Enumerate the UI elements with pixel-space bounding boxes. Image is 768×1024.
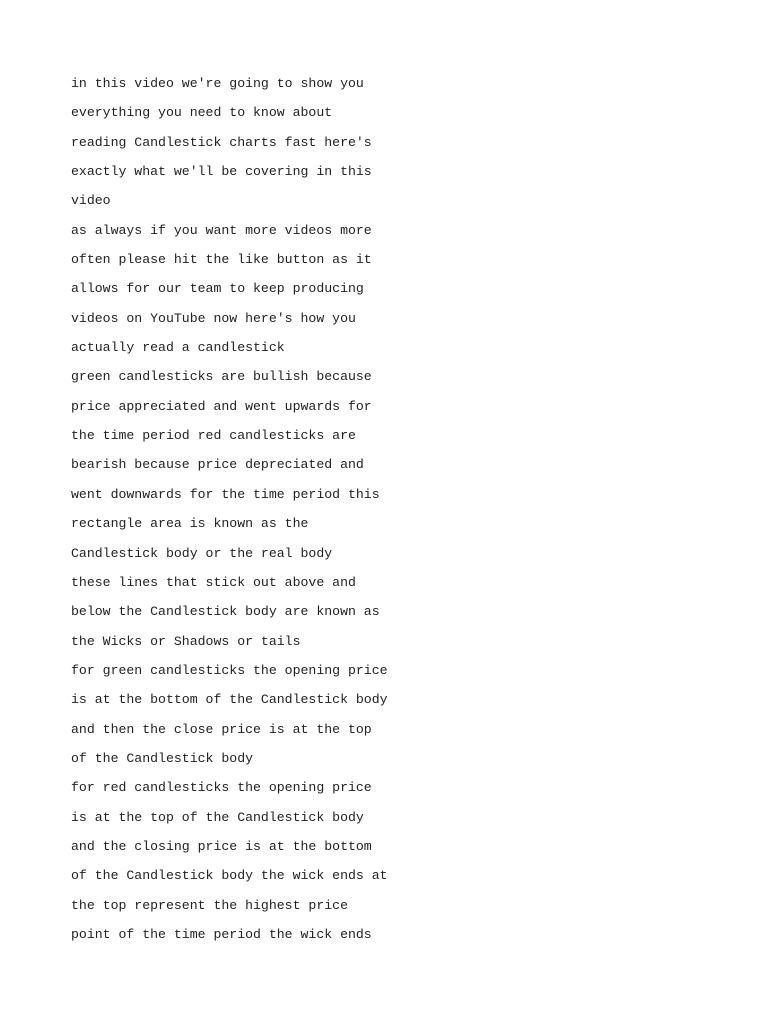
transcript-line: below the Candlestick body are known as — [71, 604, 380, 620]
transcript-line: for red candlesticks the opening price — [71, 780, 372, 796]
transcript-line: often please hit the like button as it — [71, 252, 372, 268]
transcript-line: bearish because price depreciated and — [71, 457, 364, 473]
transcript-line: went downwards for the time period this — [71, 486, 380, 502]
transcript-line: and the closing price is at the bottom — [71, 838, 372, 854]
transcript-line: videos on YouTube now here's how you — [71, 310, 356, 326]
transcript-line: video — [71, 193, 111, 209]
transcript-line: Candlestick body or the real body — [71, 545, 333, 561]
transcript-line: reading Candlestick charts fast here's — [71, 134, 372, 150]
transcript-line: for green candlesticks the opening price — [71, 662, 388, 678]
transcript-line: of the Candlestick body — [71, 750, 254, 766]
transcript-line: and then the close price is at the top — [71, 721, 372, 737]
transcript-line: rectangle area is known as the — [71, 516, 309, 532]
transcript-line: actually read a candlestick — [71, 340, 285, 356]
transcript-line: allows for our team to keep producing — [71, 281, 364, 297]
transcript-line: everything you need to know about — [71, 105, 333, 121]
transcript-line: in this video we're going to show you — [71, 76, 364, 91]
transcript-text — [71, 69, 388, 949]
transcript-line: the time period red candlesticks are — [71, 428, 356, 444]
transcript-line: point of the time period the wick ends — [71, 926, 372, 942]
transcript-line: these lines that stick out above and — [71, 574, 356, 590]
transcript-line: exactly what we'll be covering in this — [71, 164, 372, 180]
transcript-line: the Wicks or Shadows or tails — [71, 633, 301, 649]
transcript-line: price appreciated and went upwards for — [71, 398, 372, 414]
transcript-line: the top represent the highest price — [71, 897, 348, 913]
transcript-line: is at the bottom of the Candlestick body — [71, 692, 388, 708]
transcript-line: of the Candlestick body the wick ends at — [71, 868, 388, 884]
transcript-line: green candlesticks are bullish because — [71, 369, 372, 385]
transcript-line: as always if you want more videos more — [71, 222, 372, 238]
transcript-line: is at the top of the Candlestick body — [71, 809, 364, 825]
